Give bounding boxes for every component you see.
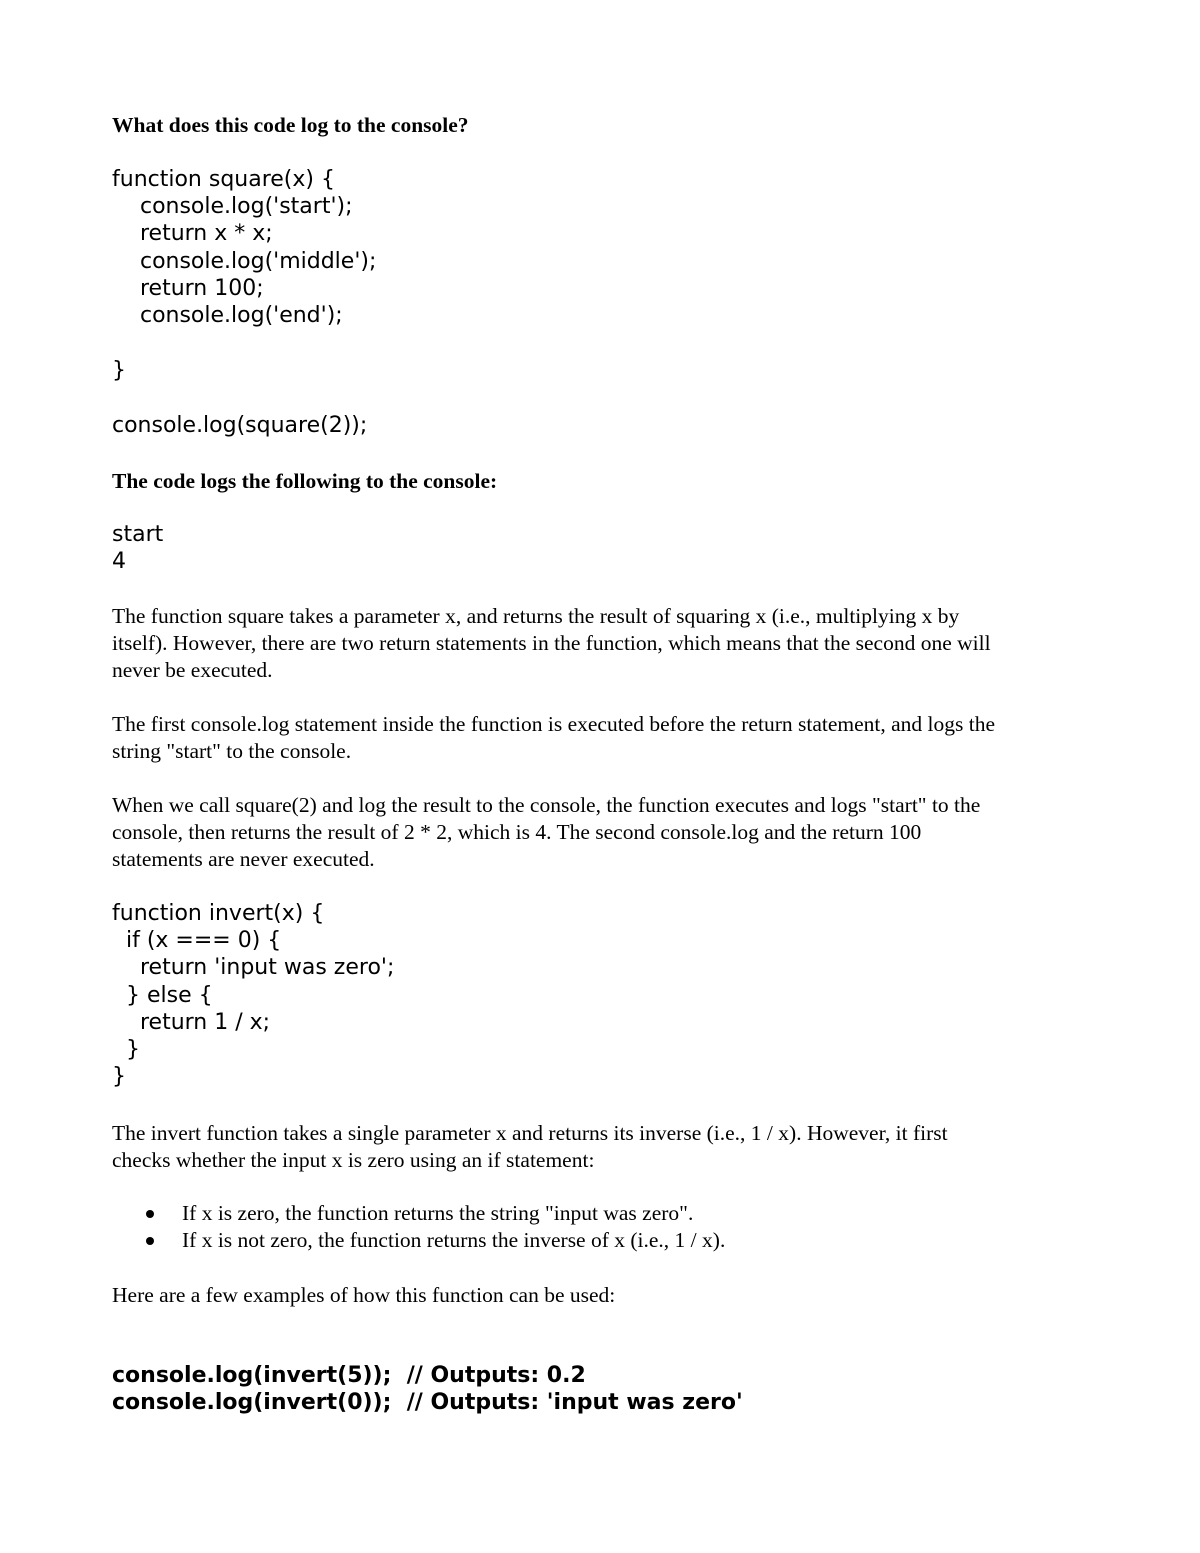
paragraph-line: The invert function takes a single parameter x and returns its inverse (i.e., 1 / x). However, it first — [112, 1121, 948, 1145]
output-line: 4 — [112, 549, 126, 574]
paragraph-line: itself). However, there are two return statements in the function, which means that the second one will — [112, 631, 991, 655]
paragraph-line: string "start" to the console. — [112, 739, 352, 763]
bullet-icon — [146, 1237, 154, 1245]
code-line: } — [112, 358, 126, 383]
paragraph-line: When we call square(2) and log the result to the console, the function executes and logs "start" to the — [112, 793, 981, 817]
example-code-line: console.log(invert(0)); // Outputs: 'input was zero' — [112, 1390, 743, 1415]
code-line: return x * x; — [112, 221, 273, 246]
question-heading: What does this code log to the console? — [112, 113, 469, 137]
paragraph-line: Here are a few examples of how this function can be used: — [112, 1283, 616, 1307]
paragraph-line: never be executed. — [112, 658, 273, 682]
answer-heading: The code logs the following to the console: — [112, 469, 498, 493]
code-line: } — [112, 1064, 126, 1089]
code-line: function invert(x) { — [112, 901, 325, 926]
paragraph-line: statements are never executed. — [112, 847, 375, 871]
list-item: If x is not zero, the function returns the inverse of x (i.e., 1 / x). — [182, 1228, 726, 1252]
code-line: console.log('start'); — [112, 194, 353, 219]
bullet-icon — [146, 1210, 154, 1218]
code-line: console.log('middle'); — [112, 249, 377, 274]
code-line: console.log('end'); — [112, 303, 343, 328]
paragraph-line: The function square takes a parameter x, and returns the result of squaring x (i.e., multiplying x by — [112, 604, 960, 628]
code-line: } — [112, 1037, 140, 1062]
example-code-line: console.log(invert(5)); // Outputs: 0.2 — [112, 1363, 586, 1388]
code-line: return 1 / x; — [112, 1010, 271, 1035]
code-line: console.log(square(2)); — [112, 413, 368, 438]
code-line: return 'input was zero'; — [112, 955, 395, 980]
code-line: if (x === 0) { — [112, 928, 282, 953]
paragraph-line: checks whether the input x is zero using an if statement: — [112, 1148, 595, 1172]
paragraph-line: console, then returns the result of 2 * 2, which is 4. The second console.log and the return 100 — [112, 820, 922, 844]
code-line: function square(x) { — [112, 167, 335, 192]
code-line: return 100; — [112, 276, 264, 301]
paragraph-line: The first console.log statement inside the function is executed before the return statement, and logs the — [112, 712, 996, 736]
code-line: } else { — [112, 983, 213, 1008]
output-line: start — [112, 522, 164, 547]
list-item: If x is zero, the function returns the string "input was zero". — [182, 1201, 694, 1225]
